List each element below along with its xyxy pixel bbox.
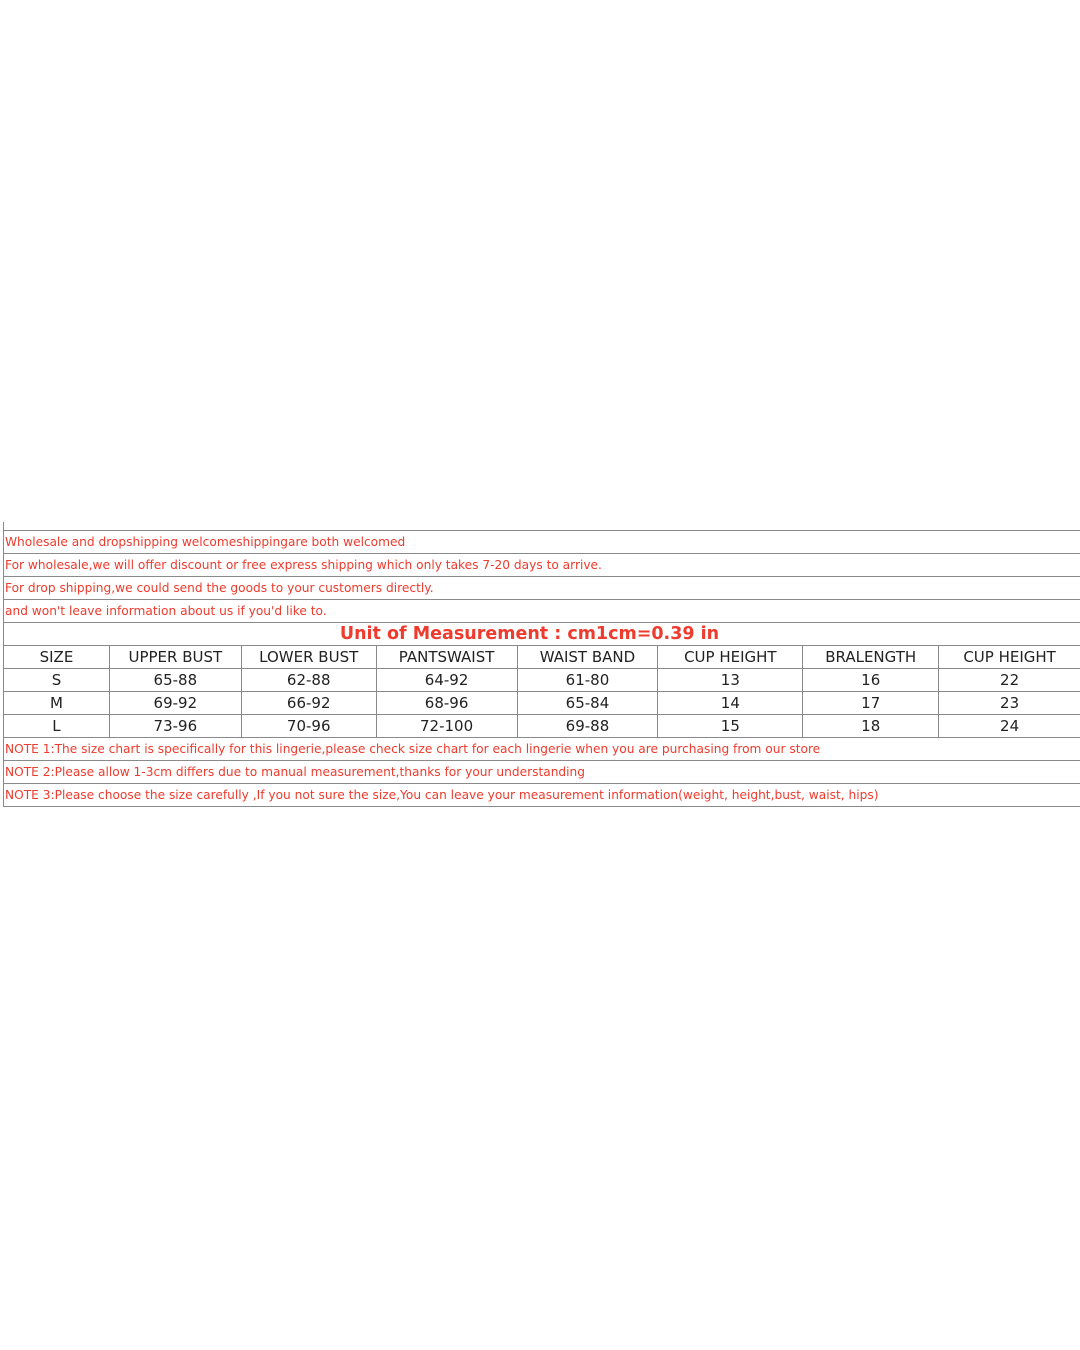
note-row	[3, 737, 1080, 760]
header-cup-height: CUP HEIGHT	[658, 646, 803, 668]
header-cup-height-2: CUP HEIGHT	[963, 648, 1056, 666]
table-cell: 69-92	[110, 692, 242, 714]
table-cell: 65-84	[518, 692, 659, 714]
table-header-row	[3, 645, 1080, 668]
table-cell: 23	[1000, 694, 1020, 712]
table-cell: 72-100	[377, 715, 518, 737]
note-2: NOTE 2:Please allow 1-3cm differs due to manual measurement,thanks for your understanding	[5, 765, 586, 779]
header-upper-bust: UPPER BUST	[110, 646, 242, 668]
note-1: NOTE 1:The size chart is specifically for this lingerie,please check size chart for each lingerie when you are purchasing from our store	[5, 742, 821, 756]
intro-row	[3, 553, 1080, 576]
intro-line-3: For drop shipping,we could send the goods to your customers directly.	[5, 581, 434, 595]
table-cell: 70-96	[242, 715, 377, 737]
unit-title: Unit of Measurement : cm1cm=0.39 in	[339, 624, 720, 644]
table-cell: 14	[658, 692, 803, 714]
intro-line-2: For wholesale,we will offer discount or free express shipping which only takes 7-20 days to arrive.	[5, 558, 602, 572]
intro-row	[3, 599, 1080, 622]
unit-title-row	[3, 622, 1080, 645]
header-bra-length: BRALENGTH	[803, 646, 939, 668]
header-pants-waist: PANTSWAIST	[377, 646, 518, 668]
table-cell: 69-88	[518, 715, 659, 737]
table-cell: 66-92	[242, 692, 377, 714]
intro-line-4: and won't leave information about us if you'd like to.	[5, 604, 327, 618]
table-cell: L	[4, 715, 110, 737]
table-cell: 62-88	[242, 669, 377, 691]
table-cell: M	[4, 692, 110, 714]
size-chart-sheet	[3, 522, 1080, 807]
note-row	[3, 760, 1080, 783]
sheet-top-stub	[3, 522, 1080, 530]
intro-row	[3, 530, 1080, 553]
table-cell: 22	[1000, 671, 1020, 689]
table-cell: 73-96	[110, 715, 242, 737]
table-cell: 61-80	[518, 669, 659, 691]
table-row	[3, 691, 1080, 714]
intro-line-1: Wholesale and dropshipping welcomeshippingare both welcomed	[5, 535, 406, 549]
note-row	[3, 783, 1080, 807]
header-waist-band: WAIST BAND	[518, 646, 659, 668]
note-3: NOTE 3:Please choose the size carefully ,If you not sure the size,You can leave your measurement information(weight, height,bust, waist, hips)	[5, 788, 879, 802]
header-size: SIZE	[4, 646, 110, 668]
table-row	[3, 714, 1080, 737]
table-cell: 16	[803, 669, 939, 691]
table-cell: 65-88	[110, 669, 242, 691]
table-cell: 18	[803, 715, 939, 737]
table-cell: 24	[1000, 717, 1020, 735]
table-cell: 13	[658, 669, 803, 691]
header-lower-bust: LOWER BUST	[242, 646, 377, 668]
intro-row	[3, 576, 1080, 599]
table-cell: S	[4, 669, 110, 691]
table-cell: 64-92	[377, 669, 518, 691]
table-cell: 68-96	[377, 692, 518, 714]
table-cell: 17	[803, 692, 939, 714]
table-cell: 15	[658, 715, 803, 737]
table-row	[3, 668, 1080, 691]
